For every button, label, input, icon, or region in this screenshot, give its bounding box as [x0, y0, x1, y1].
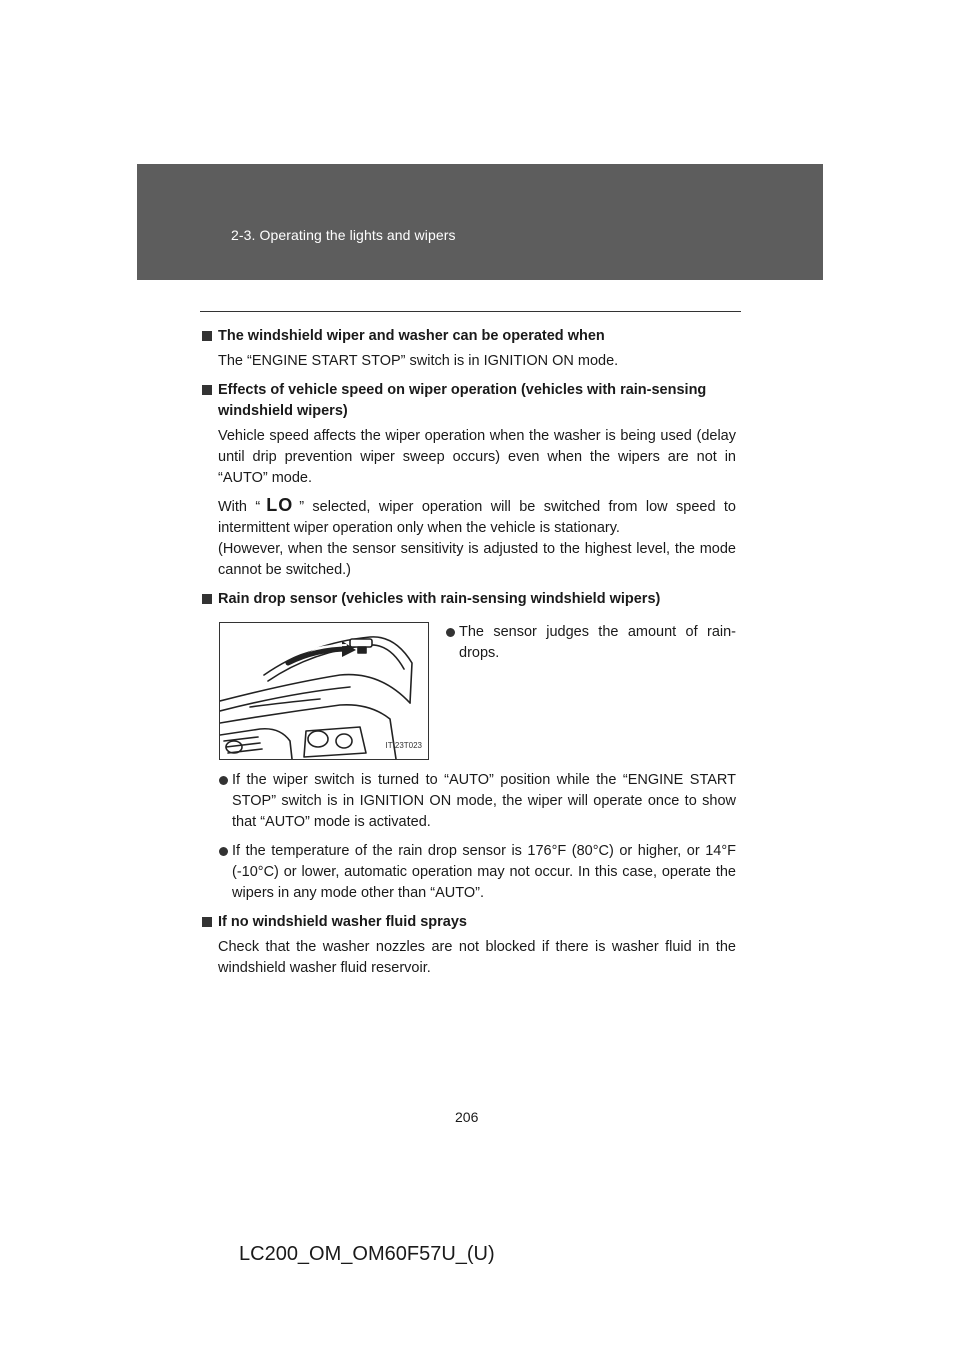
- section-heading: [202, 326, 736, 347]
- section-body: With “ LO ” selected, wiper operation will be switched from low speed to intermittent wiper operation only when the vehicle is stationary.: [218, 495, 736, 536]
- figure-row: [202, 622, 736, 760]
- square-bullet-icon: [202, 917, 212, 927]
- heading-text: Rain drop sensor (vehicles with rain-sensing windshield wipers): [218, 591, 661, 607]
- square-bullet-icon: [202, 385, 212, 395]
- heading-text: If no windshield washer fluid sprays: [218, 914, 467, 930]
- section-body: Vehicle speed affects the wiper operation when the washer is being used (delay until drip prevention wiper sweep occurs) even when the wipers are not in “AUTO” mode.: [218, 428, 736, 486]
- lo-symbol: LO: [266, 495, 294, 515]
- bullet-item: The sensor judges the amount of rain-drops.: [429, 622, 736, 664]
- round-bullet-icon: [446, 628, 455, 637]
- section-heading: [202, 380, 736, 422]
- figure-code: ITI23T023: [385, 741, 422, 750]
- document-code: LC200_OM_OM60F57U_(U): [239, 1243, 495, 1265]
- section-heading: [202, 589, 736, 610]
- bullet-item: If the temperature of the rain drop sensor is 176°F (80°C) or higher, or 14°F (-10°C) or lower, automatic operation may not occur. In this case, operate the wipers in any mode other than “AUTO”.: [202, 841, 736, 904]
- figure-note: [429, 622, 736, 760]
- section-body: (However, when the sensor sensitivity is adjusted to the highest level, the mode cannot be switched.): [218, 541, 736, 578]
- section-body: The “ENGINE START STOP” switch is in IGNITION ON mode.: [218, 353, 619, 369]
- header-band: [137, 164, 823, 280]
- section-body: Check that the washer nozzles are not blocked if there is washer fluid in the windshield washer fluid reservoir.: [218, 939, 736, 976]
- section-title: 2-3. Operating the lights and wipers: [231, 227, 456, 243]
- header-rule: [200, 311, 741, 312]
- square-bullet-icon: [202, 331, 212, 341]
- square-bullet-icon: [202, 594, 212, 604]
- page-number: 206: [455, 1109, 479, 1125]
- heading-text: Effects of vehicle speed on wiper operation (vehicles with rain-sensing windshield wipers): [218, 382, 707, 419]
- round-bullet-icon: [219, 776, 228, 785]
- round-bullet-icon: [219, 847, 228, 856]
- windshield-sensor-illustration: [219, 622, 429, 760]
- page-content: [202, 326, 736, 979]
- section-heading: [202, 912, 736, 933]
- bullet-item: If the wiper switch is turned to “AUTO” position while the “ENGINE START STOP” switch is in IGNITION ON mode, the wiper will operate once to show that “AUTO” mode is activated.: [202, 770, 736, 833]
- heading-text: The windshield wiper and washer can be operated when: [218, 328, 605, 344]
